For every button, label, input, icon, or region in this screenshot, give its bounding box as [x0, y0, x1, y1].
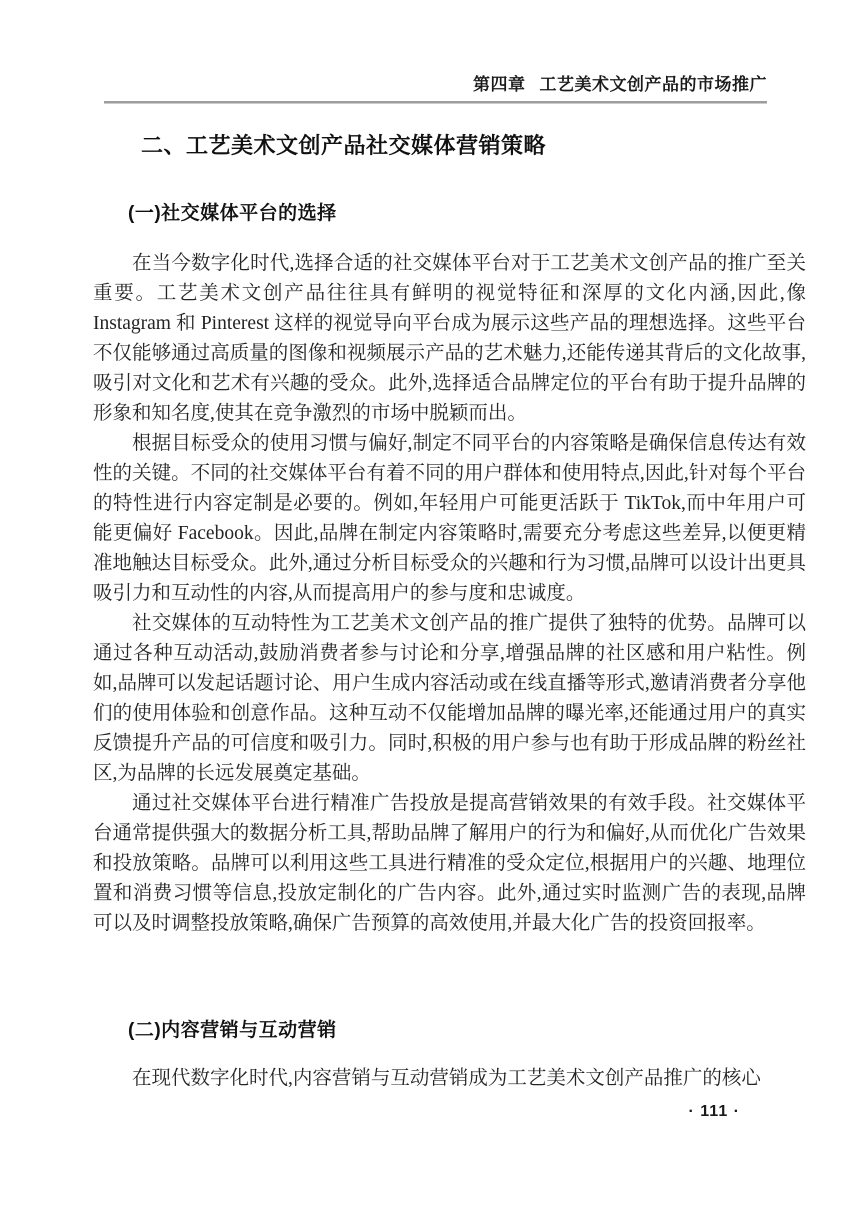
section-title: 二、工艺美术文创产品社交媒体营销策略 [141, 133, 547, 158]
subsection-2-body [93, 1064, 806, 1094]
chapter-title: 工艺美术文创产品的市场推广 [539, 75, 767, 94]
paragraph: 社交媒体的互动特性为工艺美术文创产品的推广提供了独特的优势。品牌可以通过各种互动活动,鼓励消费者参与讨论和分享,增强品牌的社区感和用户粘性。例如,品牌可以发起话题讨论、用户生成内容活动或在线直播等形式,邀请消费者分享他们的使用体验和创意作品。这种互动不仅能增加品牌的曝光率,还能通过用户的真实反馈提升产品的可信度和吸引力。同时,积极的用户参与也有助于形成品牌的粉丝社区,为品牌的长远发展奠定基础。 [93, 613, 806, 784]
header-rule [104, 101, 767, 104]
paragraph: 根据目标受众的使用习惯与偏好,制定不同平台的内容策略是确保信息传达有效性的关键。不同的社交媒体平台有着不同的用户群体和使用特点,因此,针对每个平台的特性进行内容定制是必要的。例如,年轻用户可能更活跃于 TikTok,而中年用户可能更偏好 Facebook。因此,品牌在制定内容策略时,需要充分考虑这些差异,以便更精准地触达目标受众。此外,通过分析目标受众的兴趣和行为习惯,品牌可以设计出更具吸引力和互动性的内容,从而提高用户的参与度和忠诚度。 [93, 433, 806, 604]
subsection-2-heading: (二)内容营销与互动营销 [128, 1020, 337, 1041]
paragraph: 在当今数字化时代,选择合适的社交媒体平台对于工艺美术文创产品的推广至关重要。工艺美术文创产品往往具有鲜明的视觉特征和深厚的文化内涵,因此,像 Instagram 和 Pinterest 这样的视觉导向平台成为展示这些产品的理想选择。这些平台不仅能够通过高质量的图像和视频展示产品的艺术魅力,还能传递其背后的文化故事,吸引对文化和艺术有兴趣的受众。此外,选择适合品牌定位的平台有助于提升品牌的形象和知名度,使其在竞争激烈的市场中脱颖而出。 [93, 253, 806, 424]
paragraph: 在现代数字化时代,内容营销与互动营销成为工艺美术文创产品推广的核心 [132, 1068, 761, 1089]
subsection-1-heading: (一)社交媒体平台的选择 [128, 203, 337, 224]
page-header [104, 75, 767, 95]
page-number: · 111 · [688, 1103, 740, 1120]
subsection-1-body [93, 249, 806, 939]
chapter-number: 第四章 [473, 75, 526, 94]
paragraph: 通过社交媒体平台进行精准广告投放是提高营销效果的有效手段。社交媒体平台通常提供强大的数据分析工具,帮助品牌了解用户的行为和偏好,从而优化广告效果和投放策略。品牌可以利用这些工具进行精准的受众定位,根据用户的兴趣、地理位置和消费习惯等信息,投放定制化的广告内容。此外,通过实时监测广告的表现,品牌可以及时调整投放策略,确保广告预算的高效使用,并最大化广告的投资回报率。 [93, 793, 806, 934]
